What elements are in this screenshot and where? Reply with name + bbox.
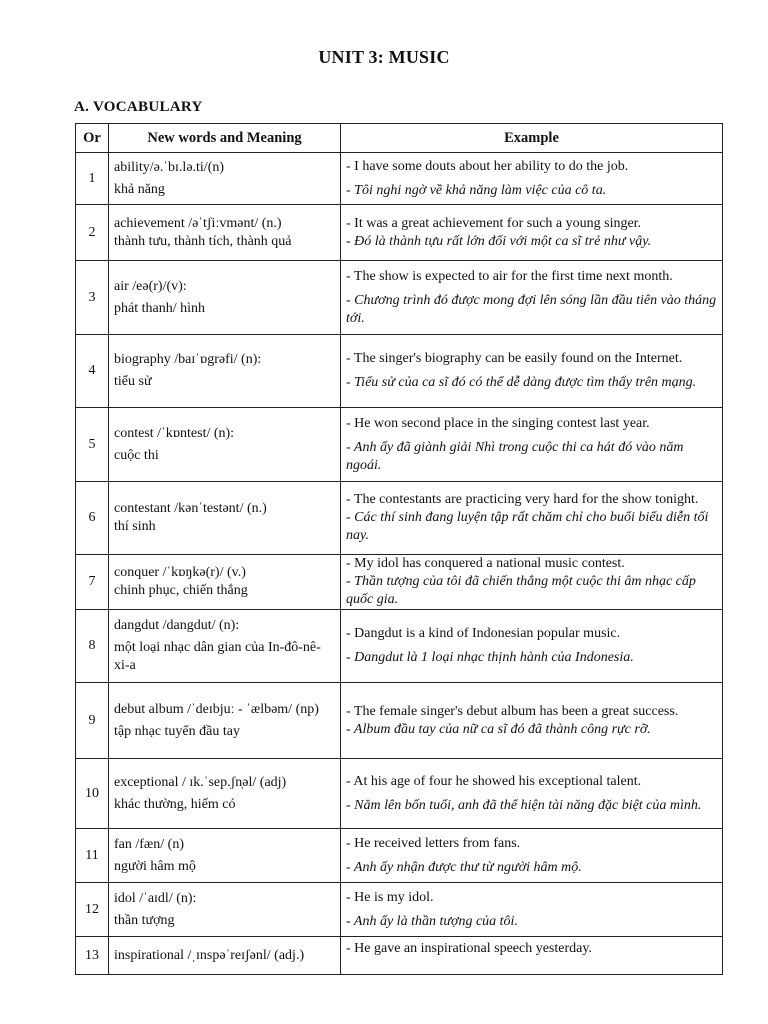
table-row [76,153,723,205]
row-number: 10 [76,759,109,829]
example-vietnamese: - Anh ấy là thần tượng của tôi. [346,913,518,929]
word-cell [109,829,341,883]
word-cell [109,759,341,829]
row-number: 9 [76,683,109,759]
word-meaning: phát thanh/ hình [114,300,205,316]
word-cell [109,937,341,975]
word-term: inspirational /ˌɪnspəˈreɪʃənl/ (adj.) [114,947,305,963]
example-english: - The singer's biography can be easily found on the Internet. [346,351,683,366]
table-row [76,335,723,408]
word-cell [109,205,341,261]
table-row [76,683,723,759]
word-cell [109,408,341,482]
example-cell [341,610,723,683]
word-meaning: khả năng [114,181,165,197]
word-term: conquer /ˈkɒŋkə(r)/ (v.) [114,565,246,580]
word-term: debut album /ˈdeɪbjuː - ˈælbəm/ (np) [114,701,319,717]
example-cell [341,335,723,408]
example-english: - He gave an inspirational speech yesterday. [346,941,592,956]
table-row [76,555,723,610]
example-vietnamese: - Chương trình đó được mong đợi lên sóng lần đầu tiên vào tháng tới. [346,292,717,326]
word-term: biography /baɪˈɒgrəfi/ (n): [114,352,262,367]
table-row [76,883,723,937]
table-row [76,482,723,555]
example-cell [341,555,723,610]
row-number: 11 [76,829,109,883]
table-row [76,759,723,829]
row-number: 4 [76,335,109,408]
example-english: - My idol has conquered a national music contest. [346,556,625,571]
example-english: - The contestants are practicing very hard for the show tonight. [346,492,699,507]
word-meaning: một loại nhạc dân gian của In-đô-nê-xi-a [114,640,321,673]
row-number: 6 [76,482,109,555]
example-vietnamese: - Đó là thành tựu rất lớn đối với một ca sĩ trẻ như vậy. [346,233,652,249]
row-number: 2 [76,205,109,261]
example-english: - He is my idol. [346,889,434,905]
word-term: dangdut /dangdut/ (n): [114,618,240,633]
row-number: 7 [76,555,109,610]
word-cell [109,261,341,335]
example-vietnamese: - Album đầu tay của nữ ca sĩ đó đã thành công rực rỡ. [346,721,651,737]
word-meaning: thần tượng [114,912,175,928]
word-meaning: thí sinh [114,519,156,534]
example-cell [341,408,723,482]
example-english: - It was a great achievement for such a young singer. [346,215,642,231]
example-cell [341,261,723,335]
example-vietnamese: - Anh ấy nhận được thư từ người hâm mộ. [346,859,582,875]
word-cell [109,335,341,408]
example-cell [341,937,723,975]
example-vietnamese: - Năm lên bốn tuổi, anh đã thể hiện tài năng đặc biệt của mình. [346,797,702,813]
row-number: 1 [76,153,109,205]
word-term: contestant /kənˈtestənt/ (n.) [114,501,267,516]
word-term: air /eə(r)/(v): [114,278,187,294]
row-number: 8 [76,610,109,683]
word-term: achievement /əˈtʃiːvmənt/ (n.) [114,215,282,231]
header-words: New words and Meaning [109,124,341,153]
word-cell [109,883,341,937]
word-meaning: thành tưu, thành tích, thành quả [114,233,292,249]
row-number: 13 [76,937,109,975]
example-english: - He received letters from fans. [346,835,521,851]
word-term: exceptional / ɪk.ˈsep.ʃn̩əl/ (adj) [114,774,287,790]
word-term: contest /ˈkɒntest/ (n): [114,425,235,441]
word-meaning: cuộc thi [114,447,159,463]
example-english: - He won second place in the singing contest last year. [346,415,650,431]
word-cell [109,683,341,759]
word-cell [109,153,341,205]
example-cell [341,759,723,829]
example-english: - The female singer's debut album has been a great success. [346,703,679,719]
example-cell [341,153,723,205]
example-vietnamese: - Thần tượng của tôi đã chiến thắng một cuộc thi âm nhạc cấp quốc gia. [346,574,696,607]
section-heading: A. VOCABULARY [74,99,203,115]
example-vietnamese: - Các thí sinh đang luyện tập rất chăm chỉ cho buổi biểu diễn tối nay. [346,510,709,543]
header-example: Example [341,124,723,153]
page-title: UNIT 3: MUSIC [318,47,450,67]
table-row [76,205,723,261]
row-number: 5 [76,408,109,482]
table-row [76,937,723,975]
word-term: fan /fæn/ (n) [114,836,184,852]
example-vietnamese: - Anh ấy đã giành giải Nhì trong cuộc thi ca hát đó vào năm ngoái. [346,439,684,473]
vocabulary-table [75,123,723,975]
example-cell [341,683,723,759]
example-vietnamese: - Tôi nghi ngờ về khả năng làm việc của cô ta. [346,182,607,198]
word-meaning: khác thường, hiếm có [114,796,236,812]
example-cell [341,482,723,555]
word-meaning: tập nhạc tuyển đầu tay [114,723,240,739]
word-meaning: tiểu sử [114,374,152,389]
example-vietnamese: - Dangdut là 1 loại nhạc thịnh hành của Indonesia. [346,650,634,665]
row-number: 12 [76,883,109,937]
example-english: - I have some douts about her ability to do the job. [346,158,629,174]
example-english: - The show is expected to air for the first time next month. [346,268,673,284]
word-meaning: chinh phục, chiến thắng [114,583,248,598]
example-cell [341,883,723,937]
table-row [76,261,723,335]
example-english: - At his age of four he showed his exceptional talent. [346,773,642,789]
example-cell [341,205,723,261]
table-row [76,829,723,883]
word-meaning: người hâm mộ [114,858,196,874]
header-order: Or [76,124,109,153]
row-number: 3 [76,261,109,335]
example-cell [341,829,723,883]
word-cell [109,482,341,555]
table-row [76,408,723,482]
table-row [76,610,723,683]
word-term: ability/ə.ˈbɪ.lə.ti/(n) [114,159,225,175]
word-cell [109,555,341,610]
word-cell [109,610,341,683]
example-english: - Dangdut is a kind of Indonesian popular music. [346,626,621,641]
example-vietnamese: - Tiểu sử của ca sĩ đó có thể dễ dàng được tìm thấy trên mạng. [346,375,697,390]
word-term: idol /ˈaɪdl/ (n): [114,890,197,906]
table-header-row [76,124,723,153]
